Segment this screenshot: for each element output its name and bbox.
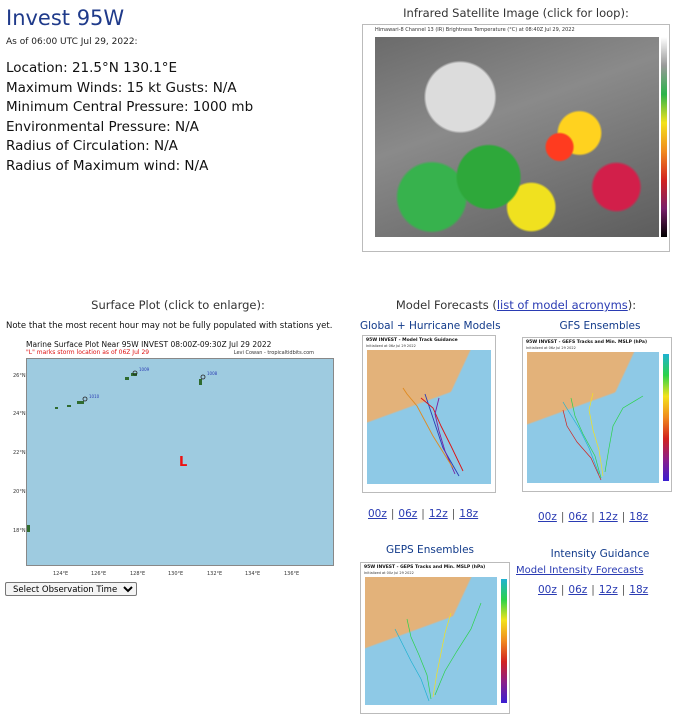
intensity-06z-link[interactable]: 06z	[568, 584, 588, 596]
separator: |	[621, 584, 626, 596]
lat-label: 26°N	[13, 373, 26, 379]
global-00z-link[interactable]: 00z	[368, 508, 387, 520]
storm-location-marker: L	[179, 455, 188, 470]
surface-plot-image[interactable]	[13, 340, 334, 580]
svg-text:1008: 1008	[207, 371, 218, 376]
gefs-06z-link[interactable]: 06z	[568, 511, 588, 523]
separator: |	[560, 584, 565, 596]
separator: |	[621, 511, 626, 523]
gefs-00z-link[interactable]: 00z	[538, 511, 557, 523]
geps-title: GEPS Ensembles	[385, 544, 475, 556]
intensity-18z-link[interactable]: 18z	[629, 584, 649, 596]
model-forecasts-title	[362, 298, 670, 312]
svg-text:1010: 1010	[89, 394, 100, 399]
geps-image-title: 95W INVEST - GEPS Tracks and Min. MSLP (hPa)	[364, 565, 486, 570]
lon-label: 124°E	[53, 571, 69, 577]
intensity-00z-link[interactable]: 00z	[538, 584, 557, 596]
gefs-image-title: 95W INVEST - GEFS Tracks and Min. MSLP (hPa)	[526, 340, 647, 345]
lon-label: 130°E	[168, 571, 184, 577]
lat-label: 22°N	[13, 450, 26, 456]
temperature-colorbar	[661, 37, 667, 237]
satellite-map	[375, 37, 659, 237]
surface-plot-subheader: "L" marks storm location as of 06Z Jul 29	[26, 349, 150, 356]
radius-max-wind-text: Radius of Maximum wind: N/A	[6, 158, 209, 174]
surface-map	[13, 358, 334, 577]
location-text: Location: 21.5°N 130.1°E	[6, 60, 178, 76]
surface-plot-title: Surface Plot (click to enlarge):	[91, 298, 265, 312]
separator: |	[591, 511, 595, 523]
lon-label: 126°E	[91, 571, 107, 577]
intensity-guidance-title: Intensity Guidance	[550, 548, 650, 560]
global-models-title: Global + Hurricane Models	[360, 320, 501, 332]
global-models-cycle-links	[368, 508, 478, 520]
gefs-image[interactable]	[522, 337, 672, 492]
lon-label: 128°E	[130, 571, 146, 577]
global-models-image-title: 95W INVEST - Model Track Guidance	[366, 338, 458, 343]
global-12z-link[interactable]: 12z	[428, 508, 448, 520]
observation-time-select[interactable]	[5, 582, 137, 596]
geps-image[interactable]	[360, 562, 510, 714]
model-tracks	[363, 336, 497, 494]
gefs-12z-link[interactable]: 12z	[598, 511, 618, 523]
separator: |	[560, 511, 565, 523]
svg-text:1009: 1009	[139, 367, 150, 372]
lat-label: 18°N	[13, 528, 26, 534]
as-of-timestamp: As of 06:00 UTC Jul 29, 2022:	[6, 37, 138, 47]
surface-note: Note that the most recent hour may not be fully populated with stations yet.	[6, 321, 333, 331]
lon-label: 132°E	[207, 571, 223, 577]
lon-label: 136°E	[284, 571, 300, 577]
satellite-title: Infrared Satellite Image (click for loop):	[403, 6, 629, 20]
infrared-satellite-image[interactable]	[362, 24, 670, 252]
gefs-title: GFS Ensembles	[559, 320, 641, 332]
lon-label: 134°E	[245, 571, 261, 577]
lat-label: 24°N	[13, 411, 26, 417]
model-forecasts-suffix: ):	[627, 298, 637, 312]
global-06z-link[interactable]: 06z	[398, 508, 418, 520]
lat-label: 20°N	[13, 489, 26, 495]
separator: |	[421, 508, 425, 520]
surface-plot-credit: Levi Cowan - tropicaltidbits.com	[233, 350, 314, 356]
central-pressure-text: Minimum Central Pressure: 1000 mb	[6, 99, 254, 115]
max-winds-text: Maximum Winds: 15 kt Gusts: N/A	[6, 80, 237, 96]
intensity-12z-link[interactable]: 12z	[598, 584, 618, 596]
global-models-image-subtitle: Initialized at 06z Jul 29 2022	[366, 344, 416, 348]
intensity-forecasts-link-wrap	[516, 565, 643, 576]
separator: |	[451, 508, 456, 520]
satellite-caption: Himawari-8 Channel 13 (IR) Brightness Temperature (°C) at 08:40Z Jul 29, 2022	[375, 27, 575, 33]
gefs-18z-link[interactable]: 18z	[629, 511, 649, 523]
intensity-cycle-links	[538, 584, 648, 596]
separator: |	[591, 584, 595, 596]
surface-plot-header: Marine Surface Plot Near 95W INVEST 08:00Z-09:30Z Jul 29 2022	[26, 340, 272, 349]
model-forecasts-prefix: Model Forecasts (	[395, 298, 497, 312]
page-title: Invest 95W	[6, 6, 125, 30]
geps-tracks	[361, 563, 511, 715]
radius-circulation-text: Radius of Circulation: N/A	[6, 138, 178, 154]
model-acronyms-link[interactable]: list of model acronyms	[496, 298, 628, 312]
gefs-cycle-links	[538, 511, 648, 523]
gefs-image-subtitle: Initialized at 06z Jul 29 2022	[526, 346, 576, 350]
model-intensity-forecasts-link[interactable]: Model Intensity Forecasts	[516, 565, 644, 576]
geps-image-subtitle: Initialized at 00z Jul 29 2022	[364, 571, 414, 575]
global-models-image[interactable]	[362, 335, 496, 493]
environmental-pressure-text: Environmental Pressure: N/A	[6, 119, 199, 135]
separator: |	[390, 508, 395, 520]
gefs-tracks	[523, 338, 673, 493]
global-18z-link[interactable]: 18z	[459, 508, 479, 520]
